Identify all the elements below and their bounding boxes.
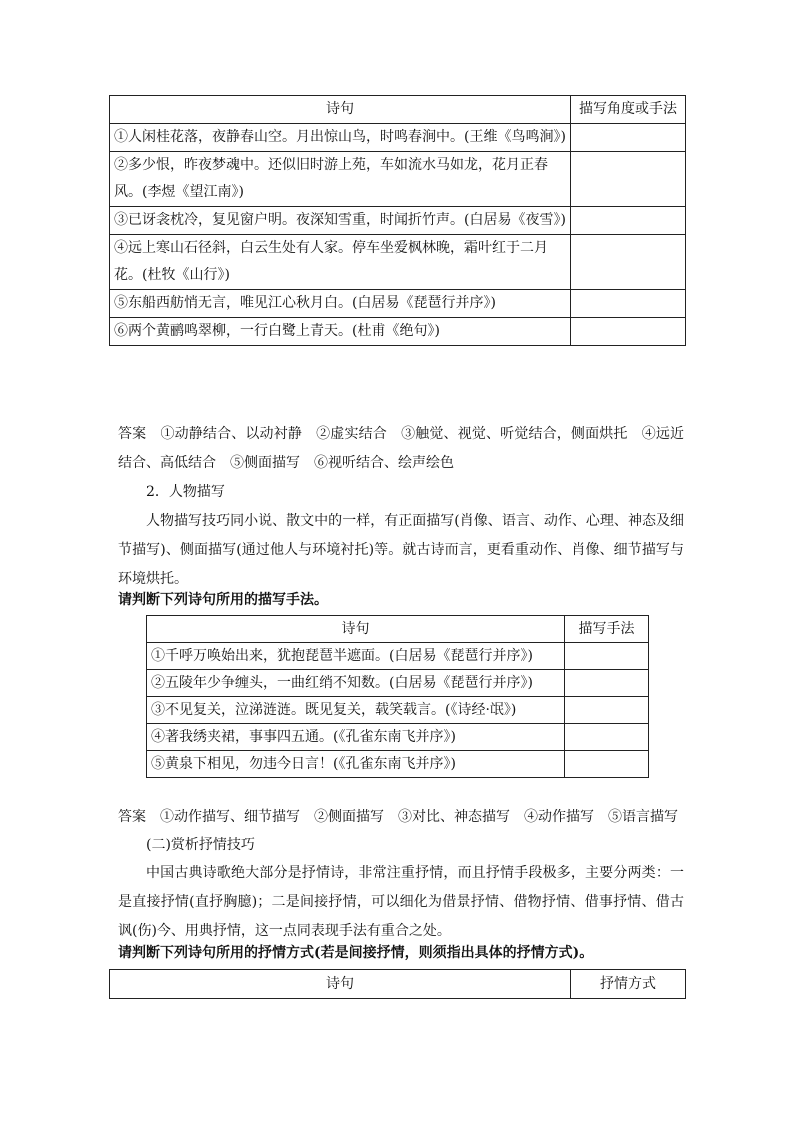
- answer-cell: [565, 670, 649, 697]
- poem-cell: ③不见复关，泣涕涟涟。既见复关，载笑载言。(《诗经·氓》): [147, 697, 565, 724]
- instruction-prompt-2: 请判断下列诗句所用的描写手法。: [118, 592, 328, 608]
- poem-cell: ④著我绣夹裙，事事四五通。(《孔雀东南飞并序》): [147, 724, 565, 751]
- column-header-poem: 诗句: [147, 616, 565, 643]
- section-heading-character-description: 2．人物描写: [146, 484, 225, 500]
- table-row: [147, 670, 649, 697]
- table-header-row: [110, 970, 686, 999]
- poem-cell: ⑤东船西舫悄无言，唯见江心秋月白。(白居易《琵琶行并序》): [110, 290, 571, 318]
- table-row: [147, 724, 649, 751]
- column-header-poem: 诗句: [110, 970, 571, 999]
- table-row: [110, 207, 686, 235]
- column-header-lyrical-method: 抒情方式: [571, 970, 686, 999]
- poem-cell: ③已讶衾枕冷，复见窗户明。夜深知雪重，时闻折竹声。(白居易《夜雪》): [110, 207, 571, 235]
- poem-cell: ④远上寒山石径斜，白云生处有人家。停车坐爱枫林晚，霜叶红于二月花。(杜牧《山行》): [110, 235, 571, 290]
- instruction-prompt-3: 请判断下列诗句所用的抒情方式(若是间接抒情，则须指出具体的抒情方式)。: [118, 945, 594, 961]
- poem-cell: ⑥两个黄鹂鸣翠柳，一行白鹭上青天。(杜甫《绝句》): [110, 318, 571, 346]
- section-body-lyrical-techniques: 中国古典诗歌绝大部分是抒情诗，非常注重抒情，而且抒情手段极多，主要分两类：一是直接抒情(直抒胸臆)；二是间接抒情，可以细化为借景抒情、借物抒情、借事抒情、借古讽(伤)今、用典抒情，这一点同表现手法有重合之处。: [118, 865, 684, 939]
- table-row: [110, 235, 686, 290]
- section-heading-lyrical-techniques: (二)赏析抒情技巧: [146, 837, 255, 853]
- section-body-character-description: 人物描写技巧同小说、散文中的一样，有正面描写(肖像、语言、动作、心理、神态及细节描写)、侧面描写(通过他人与环境衬托)等。就古诗而言，更看重动作、肖像、细节描写与环境烘托。: [118, 513, 684, 587]
- table-header-row: [110, 96, 686, 124]
- description-method-table: [146, 615, 649, 778]
- answer-cell: [565, 643, 649, 670]
- answer-cell: [571, 124, 686, 152]
- answer-cell: [571, 207, 686, 235]
- table-row: [147, 643, 649, 670]
- column-header-technique: 描写角度或手法: [571, 96, 686, 124]
- poem-cell: ②多少恨，昨夜梦魂中。还似旧时游上苑，车如流水马如龙，花月正春风。(李煜《望江南》): [110, 152, 571, 207]
- answer-cell: [571, 290, 686, 318]
- answer-cell: [565, 697, 649, 724]
- poem-cell: ⑤黄泉下相见，勿违今日言！(《孔雀东南飞并序》): [147, 751, 565, 778]
- table-row: [110, 318, 686, 346]
- answer-paragraph-1: 答案 ①动静结合、以动衬静 ②虚实结合 ③触觉、视觉、听觉结合，侧面烘托 ④远近结合、高低结合 ⑤侧面描写 ⑥视听结合、绘声绘色: [118, 426, 684, 471]
- lyrical-method-table: [109, 969, 686, 999]
- poem-cell: ①人闲桂花落，夜静春山空。月出惊山鸟，时鸣春涧中。(王维《鸟鸣涧》): [110, 124, 571, 152]
- table-row: [147, 697, 649, 724]
- answer-cell: [571, 235, 686, 290]
- answer-cell: [571, 318, 686, 346]
- table-header-row: [147, 616, 649, 643]
- table-row: [110, 290, 686, 318]
- answer-cell: [565, 751, 649, 778]
- answer-paragraph-2: 答案 ①动作描写、细节描写 ②侧面描写 ③对比、神态描写 ④动作描写 ⑤语言描写: [118, 809, 678, 825]
- description-angle-table: [109, 95, 686, 346]
- column-header-poem: 诗句: [110, 96, 571, 124]
- answer-cell: [565, 724, 649, 751]
- poem-cell: ①千呼万唤始出来，犹抱琵琶半遮面。(白居易《琵琶行并序》): [147, 643, 565, 670]
- poem-cell: ②五陵年少争缠头，一曲红绡不知数。(白居易《琵琶行并序》): [147, 670, 565, 697]
- answer-cell: [571, 152, 686, 207]
- table-row: [147, 751, 649, 778]
- column-header-method: 描写手法: [565, 616, 649, 643]
- table-row: [110, 152, 686, 207]
- table-row: [110, 124, 686, 152]
